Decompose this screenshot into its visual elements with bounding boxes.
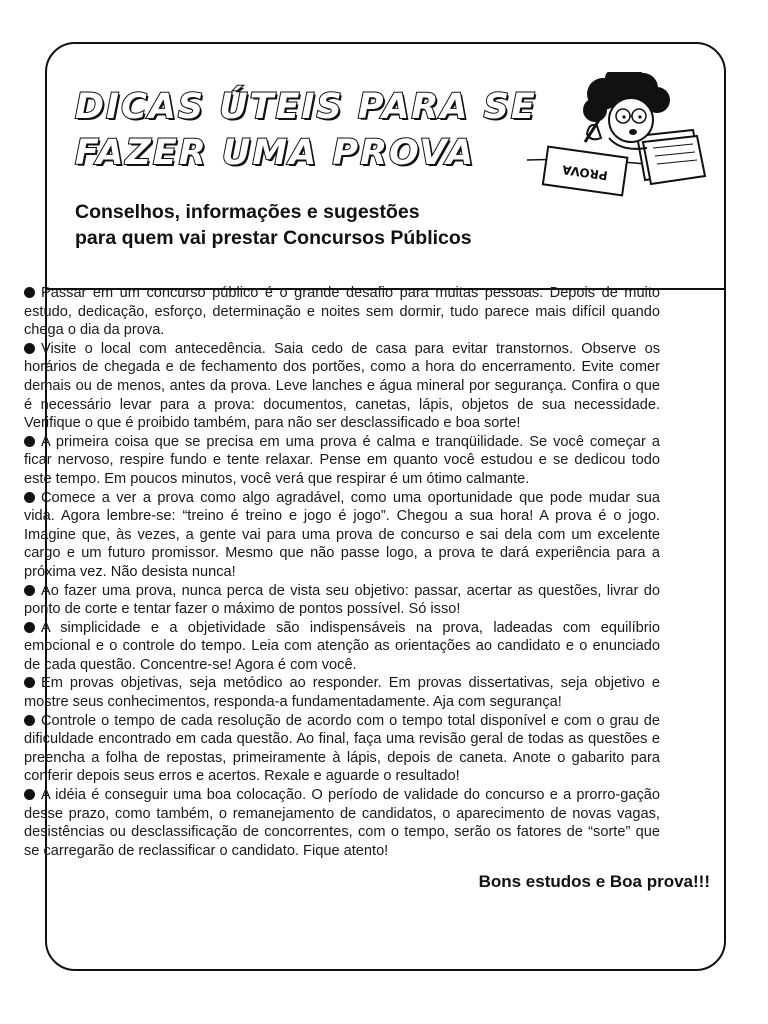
tips-list (24, 284, 660, 860)
tip-text: Em provas objetivas, seja metódico ao responder. Em provas dissertativas, seja objetivo e mostre seus conhecimentos, responda-a fundamentadamente. Aja com segurança! (24, 675, 660, 711)
tip-item (24, 786, 660, 860)
tip-text: Comece a ver a prova como algo agradável, como uma oportunidade que pode mudar sua vida. Agora lembre-se: “treino é treino e jogo é jogo”. Chegou a sua hora! A prova é o jogo. Imagine que, às vezes, a gente vai para uma prova de concurso e sai dela com um excelente cargo e um futuro promissor. Mesmo que não passe logo, a prova te dará experiência para a próxima vez. Não desista nunca! (24, 489, 660, 580)
tip-item (24, 619, 660, 675)
title-line-2: FAZER UMA PROVA (75, 133, 476, 173)
prova-paper-label: PROVA (561, 162, 609, 183)
tip-text: Controle o tempo de cada resolução de acordo com o tempo total disponível e com o grau de dificuldade encontrado em cada questão. Ao final, faça uma revisão geral de todas as questões e preencha a folha de repostas, primeiramente à lápis, depois de caneta. Anote o gabarito para conferir depois seus erros e acertos. Rexale e aguarde o resultado! (24, 712, 660, 785)
page-subtitle (75, 199, 595, 251)
subtitle-line-2: para quem vai prestar Concursos Públicos (75, 227, 472, 249)
header (47, 44, 724, 290)
tip-text: A idéia é conseguir uma boa colocação. O período de validade do concurso e a prorro-gação desse prazo, como também, o remanejamento de candidatos, o aparecimento de novas vagas, desistências ou desclassificação de concorrentes, com o tempo, serão os fatores de “sorte” que se carregarão de reclassificar o candidato. Fique atento! (24, 787, 660, 859)
bullet-icon (24, 287, 35, 298)
tip-item (24, 489, 660, 582)
tip-item (24, 340, 660, 433)
tip-text: Ao fazer uma prova, nunca perca de vista seu objetivo: passar, acertar as questões, livrar do ponto de corte e tentar fazer o máximo de pontos possível. Só isso! (24, 582, 660, 618)
subtitle-line-1: Conselhos, informações e sugestões (75, 201, 420, 223)
tip-item (24, 284, 660, 340)
tip-item (24, 433, 660, 489)
tip-text: Passar em um concurso público é o grande desafio para muitas pessoas. Depois de muito estudo, dedicação, esforço, determinação e noites sem dormir, tudo parece mais difícil quando chega o dia da prova. (24, 285, 660, 339)
title-line-1: DICAS ÚTEIS PARA SE (75, 87, 537, 127)
bullet-icon (24, 622, 35, 633)
bullet-icon (24, 343, 35, 354)
closing-message: Bons estudos e Boa prova!!! (478, 872, 710, 891)
tip-item (24, 582, 660, 619)
page-title (75, 84, 555, 176)
bullet-icon (24, 492, 35, 503)
tip-text: A simplicidade e a objetividade são indispensáveis na prova, ladeadas com equilíbrio emocional e o controle do tempo. Leia com atenção as orientações ao candidato e o enunciado de cada questão. Concentre-se! Agora é com você. (24, 619, 660, 673)
bullet-icon (24, 436, 35, 447)
tip-item (24, 712, 660, 786)
tip-text: Visite o local com antecedência. Saia cedo de casa para evitar transtornos. Observe os horários de chegada e de fechamento dos portões, como a hora do encerramento. Evite comer demais ou de menos, antes da prova. Leve lanches e água mineral por segurança. Confira o que é necessário levar para a prova: documentos, canetas, lápis, objetos de sua necessidade. Verifique o que é proibido também, para não ser desclassificado e boa sorte! (24, 340, 660, 432)
bullet-icon (24, 585, 35, 596)
bullet-icon (24, 715, 35, 726)
tip-text: A primeira coisa que se precisa em uma prova é calma e tranqüilidade. Se você começar a ficar nervoso, respire fundo e tente relaxar. Pense em quanto você estudou e se dedicou todo este tempo. Em poucos minutos, você verá que respirar é um ótimo calmante. (24, 433, 660, 487)
tip-item (24, 674, 660, 711)
student-illustration (525, 72, 710, 202)
bullet-icon (24, 789, 35, 800)
bullet-icon (24, 677, 35, 688)
